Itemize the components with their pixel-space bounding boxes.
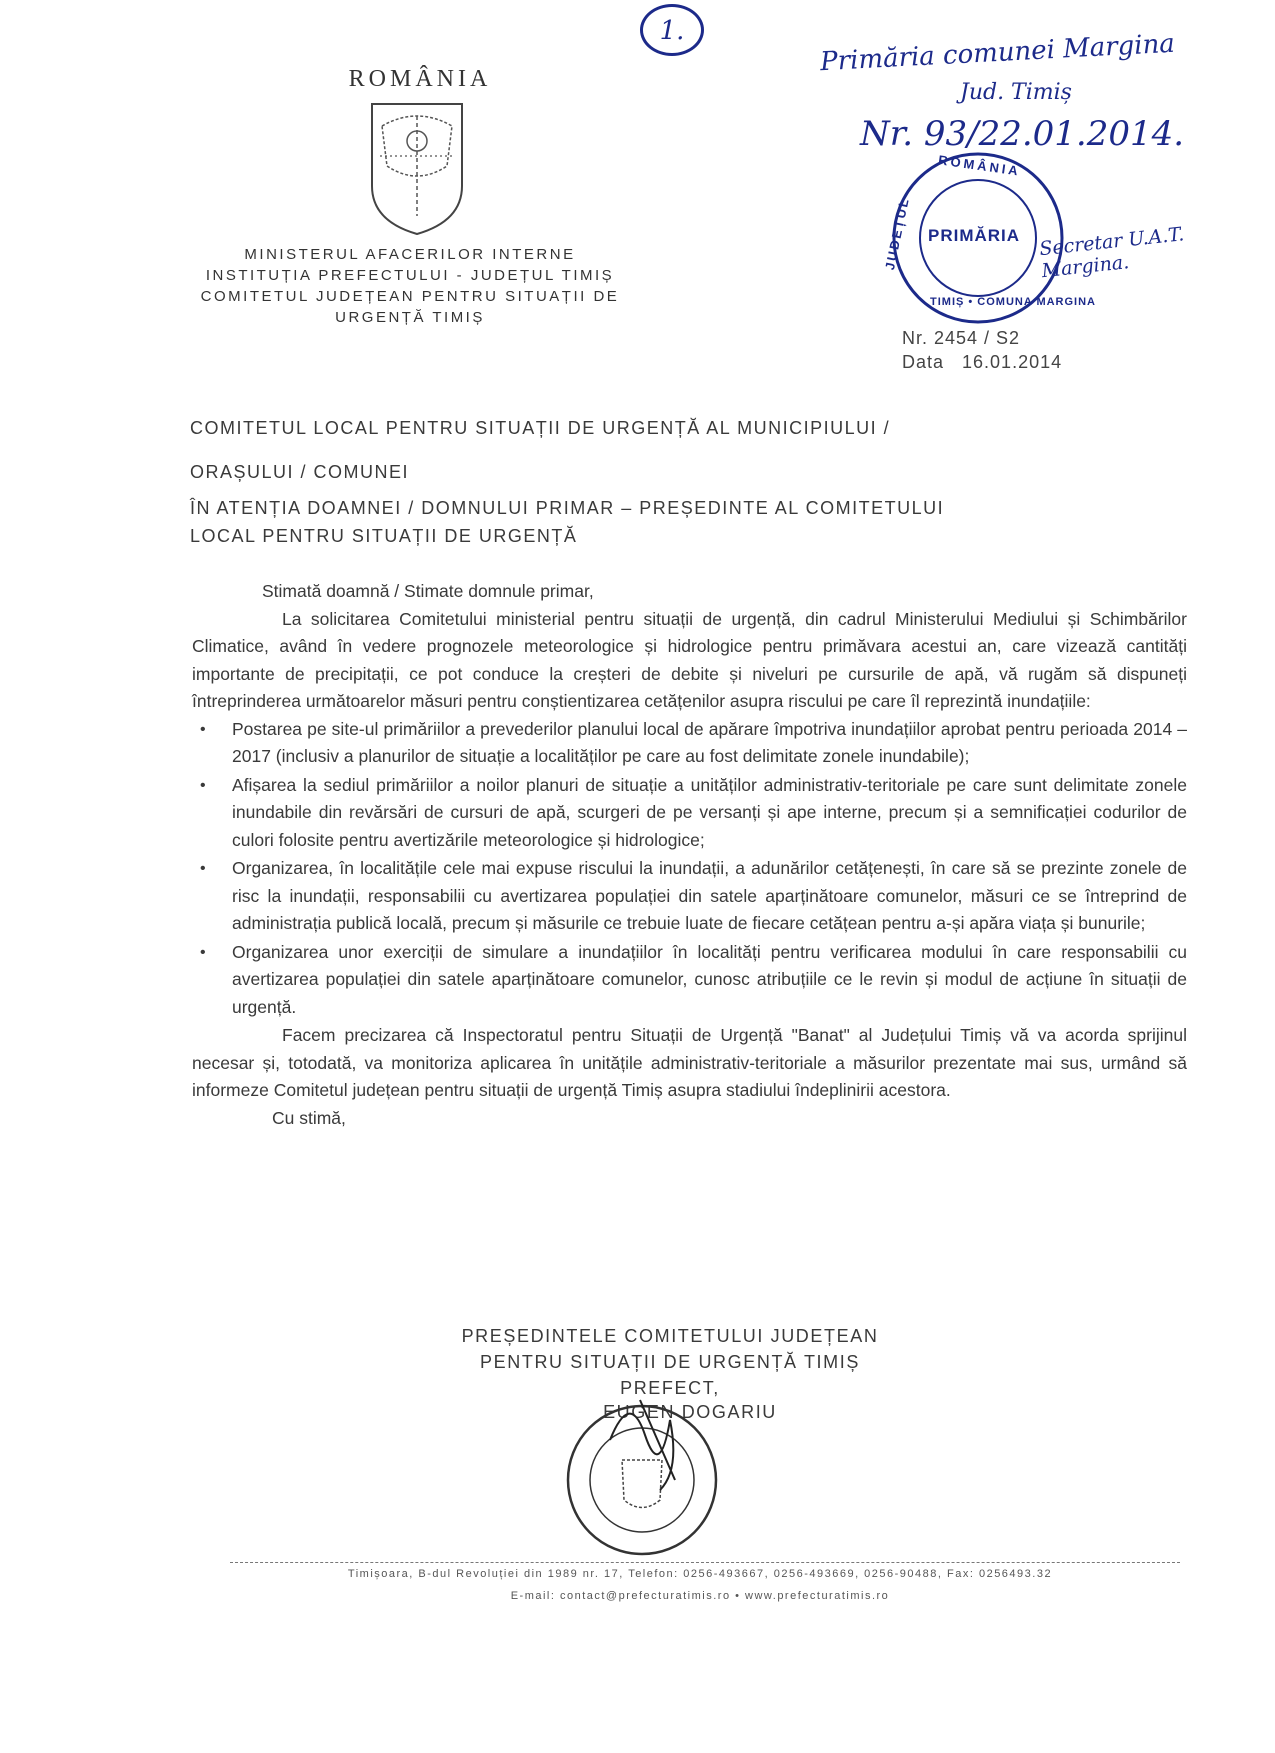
- intro-paragraph: La solicitarea Comitetului ministerial pentru situații de urgență, din cadrul Ministerului Mediului și Schimbărilor Climatice, având în vedere prognozele meteorologice și hidrologice pentru primăvara acestui an, care vizează cantități importante de precipitații, ce pot conduce la creșteri de debite și niveluri pe cursurile de apă, vă rugăm să dispuneți întreprinderea următoarelor măsuri pentru conștientizarea cetățenilor asupra riscului pe care îl reprezintă inundațiile:: [192, 608, 1187, 711]
- header-country: ROMÂNIA: [348, 66, 492, 92]
- signature-line-1: PREȘEDINTELE COMITETULUI JUDEȚEAN: [461, 1326, 879, 1346]
- header-ministry: MINISTERUL AFACERILOR INTERNE: [244, 246, 576, 263]
- stamp-center-text: PRIMĂRIA: [928, 226, 1021, 245]
- coat-of-arms-icon: [362, 96, 472, 236]
- footer-divider: [230, 1562, 1180, 1563]
- footer-contact: E-mail: contact@prefecturatimis.ro • www.prefecturatimis.ro: [510, 1590, 890, 1602]
- footer-address: Timișoara, B-dul Revoluției din 1989 nr. 17, Telefon: 0256-493667, 0256-493669, 0256-90488, Fax: 0256493.32: [347, 1568, 1053, 1580]
- signature-title: PREFECT,: [620, 1378, 720, 1398]
- registration-line-2: Jud. Timiș: [960, 80, 1072, 105]
- header-institution: INSTITUȚIA PREFECTULUI - JUDEȚUL TIMIȘ: [205, 267, 615, 284]
- circled-page-number: [640, 4, 704, 56]
- handwritten-signature-icon: [600, 1380, 720, 1500]
- list-item: • Organizarea, în localitățile cele mai expuse riscului la inundații, a adunărilor cetățenești, în care să se prezinte zonele de risc la inundații, responsabilii cu avertizarea populației din satele aparținătoare comunelor, măsuri ce se întreprind de administrația publică locală, precum și măsurile ce trebuie luate de fiecare cetățean pentru a-și apăra viața și bunurile;: [192, 855, 1187, 938]
- registration-number: Nr. 93/22.01.2014.: [860, 114, 1185, 154]
- recipient-line-2: ORAȘULUI / COMUNEI: [190, 462, 410, 482]
- closing-paragraph: Facem precizarea că Inspectoratul pentru Situații de Urgență "Banat" al Județului Timiș vă va acorda sprijinul necesar și, totodată, va monitoriza aplicarea în unitățile administrativ-teritoriale a măsurilor prezentate mai sus, urmând să informeze Comitetul județean pentru situații de urgență Timiș asupra stadiului îndeplinirii acestora.: [192, 1025, 1187, 1100]
- signatory-name: EUGEN DOGARIU: [603, 1402, 777, 1422]
- signature-line-2: PENTRU SITUAȚII DE URGENȚĂ TIMIȘ: [480, 1352, 860, 1372]
- header-committee: COMITETUL JUDEȚEAN PENTRU SITUAȚII DE: [200, 288, 620, 305]
- sign-off: Cu stimă,: [272, 1107, 346, 1128]
- recipient-line-4: LOCAL PENTRU SITUAȚII DE URGENȚĂ: [190, 526, 578, 546]
- document-date: Data 16.01.2014: [902, 352, 1063, 372]
- prefect-signature: [600, 1380, 720, 1500]
- recipient-line-3: ÎN ATENȚIA DOAMNEI / DOMNULUI PRIMAR – PREȘEDINTE AL COMITETULUI: [190, 498, 945, 518]
- letter-body: [192, 578, 1187, 1132]
- stamp-bottom-text: TIMIȘ • COMUNA MARGINA: [930, 296, 1096, 308]
- recipient-line-1: COMITETUL LOCAL PENTRU SITUAȚII DE URGENȚĂ AL MUNICIPIULUI /: [190, 418, 891, 438]
- secretary-signature-note: Secretar U.A.T. Margina.: [1038, 223, 1186, 283]
- list-item: • Organizarea unor exerciții de simulare a inundațiilor în localități pentru verificarea modului în care responsabilii cu avertizarea populației din satele aparținătoare comunelor, cunosc atribuțiile ce le revin și modul de acțiune în situații de urgență.: [192, 939, 1187, 1022]
- list-item: • Afișarea la sediul primăriilor a noilor planuri de situație a unităților administrativ-teritoriale pe care sunt delimitate zonele inundabile din revărsări de cursuri de apă, scurgeri de pe versanți și ape interne, precum și a semnificației codurilor de culori folosite pentru avertizările meteorologice și hidrologice;: [192, 772, 1187, 855]
- list-item: • Postarea pe site-ul primăriilor a prevederilor planului local de apărare împotriva inundațiilor aprobat pentru perioada 2014 – 2017 (inclusiv a planurilor de situație a localităților pe care au fost delimitate zonele inundabile);: [192, 716, 1187, 771]
- registration-line-1: Primăria comunei Margina: [819, 28, 1176, 78]
- stamp-left-text: JUDEȚUL: [881, 195, 913, 272]
- stamp-top-text: ROMÂNIA: [937, 152, 1022, 179]
- header-committee-cont: URGENȚĂ TIMIȘ: [335, 309, 485, 326]
- salutation: Stimată doamnă / Stimate domnule primar,: [262, 581, 594, 601]
- coat-of-arms: [362, 96, 472, 236]
- page-number-text: 1.: [659, 16, 685, 46]
- measures-list: [192, 716, 1187, 1022]
- document-number: Nr. 2454 / S2: [902, 328, 1021, 348]
